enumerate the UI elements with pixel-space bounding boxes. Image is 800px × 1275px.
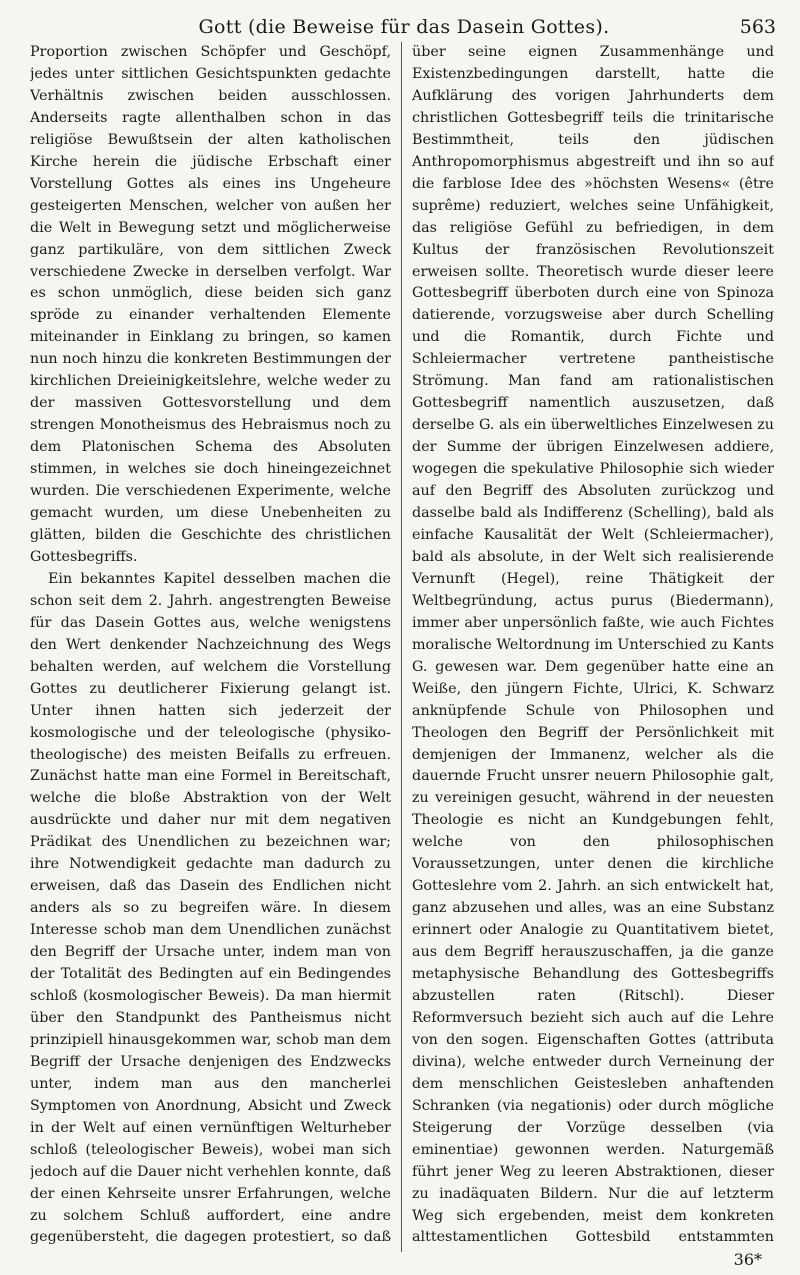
- sheet-signature: 36*: [733, 1250, 762, 1269]
- text-columns: [30, 42, 780, 1252]
- paragraph: Ein bekanntes Kapitel desselben machen die schon seit dem 2. Jahrh. angestrengten Beweise für das Dasein Gottes aus, welche wenigstens den Wert denkender Nachzeichnung des Wegs behalten werden, auf welchem die Vorstellung Gottes zu deutlicherer Fixierung gelangt ist. Unter ihnen hatten sich jederzeit der kosmologische und der teleologische (physiko-theologische) des meisten Beifalls zu erfreuen. Zunächst hatte man eine Formel in Bereitschaft, welche die bloße Abstraktion von der Welt ausdrückte und daher nur mit dem negativen Prädikat des Unendlichen zu bezeichnen war; ihre Notwendigkeit gedachte man dadurch zu erweisen, daß das Dasein des Endlichen nicht anders als so zu begreifen wäre. In diesem Interesse schob man dem Unendlichen zunächst den Begriff der Ursache unter, indem man von der Totalität des Bedingten auf ein Bedingendes schloß (kosmologischer Beweis). Da man hiermit über den Standpunkt des Pantheismus nicht prinzipiell hinausgekommen war, schob man dem Begriff der Ursache denjenigen des Endzwecks unter, indem man aus den mancherlei Symptomen von Anordnung, Absicht und Zweck in der Welt auf einen vernünftigen Welturheber schloß (teleologischer Beweis), wobei man sich jedoch auf die Dauer nicht verhehlen konnte, daß der einen Kehrseite unsrer Erfahrungen, welche zu solchem Schluß auffordert, eine andre gegenübersteht, die dagegen protestiert, so daß: [30, 570, 391, 1246]
- running-title: Gott (die Beweise für das Dasein Gottes).: [198, 16, 610, 38]
- paragraph: über seine eignen Zusammenhänge und Existenzbedingungen darstellt, hatte die Aufklärung des vorigen Jahrhunderts dem christlichen Gottesbegriff teils die trinitarische Bestimmtheit, teils den jüdischen Anthropomorphismus abgestreift und ihn so auf die farblose Idee des »höchsten Wesens« (être suprême) reduziert, welches seine Unfähigkeit, das religiöse Gefühl zu befriedigen, in dem Kultus der französischen Revolutionszeit erweisen sollte. Theoretisch wurde dieser leere Gottesbegriff überboten durch eine von Spinoza datierende, vorzugsweise aber durch Schelling und die Romantik, durch Fichte und Schleiermacher vertretene pantheistische Strömung. Man fand am rationalistischen Gottesbegriff namentlich auszusetzen, daß derselbe G. als ein überweltliches Einzelwesen zu der Summe der übrigen Einzelwesen addiere, wogegen die spekulative Philosophie sich wieder auf den Begriff des Absoluten zurückzog und dasselbe bald als Indifferenz (Schelling), bald als einfache Kausalität der Welt (Schleiermacher), bald als absolute, in der Welt sich realisierende Vernunft (Hegel), reine Thätigkeit der Weltbegründung, actus purus (Biedermann), immer aber unpersönlich faßte, wie auch Fichtes moralische Weltordnung im Unterschied zu Kants G. gewesen war. Dem gegenüber hatte eine an Weiße, den jüngern Fichte, Ulrici, K. Schwarz anknüpfende Schule von Philosophen und Theologen den Begriff der Persönlichkeit mit demjenigen der Immanenz, welcher als die dauernde Frucht unsrer neuern Philosophie galt, zu vereinigen gesucht, während in der neuesten Theologie es nicht an Kundgebungen fehlt, welche von den philosophischen Voraussetzungen, unter denen die kirchliche Gotteslehre vom 2. Jahrh. an sich entwickelt hat, ganz abzusehen und alles, was an eine Substanz erinnert oder Analogie zu Quantitativem bietet, aus dem Begriff herauszuschaffen, ja die ganze metaphysische Behandlung des Gottesbegriffs abzustellen raten (Ritschl). Dieser Reformversuch bezieht sich auch auf die Lehre von den sogen. Eigenschaften Gottes (attributa divina), welche entweder durch Verneinung der dem menschlichen Geistesleben anhaftenden Schranken (via negationis) oder durch mögliche Steigerung der Vorzüge desselben (via eminentiae) gewonnen werden. Naturgemäß führt jener Weg zu leeren Abstraktionen, dieser zu inadäquaten Bildern. Nur die auf letzterm Weg sich ergebenden, meist dem konkreten alttestamentlichen Gottesbild entstammten: [412, 44, 774, 1246]
- left-column: [30, 42, 402, 1252]
- paragraph: Proportion zwischen Schöpfer und Geschöpf, jedes unter sittlichen Gesichtspunkten gedachte Verhältnis zwischen beiden ausschlossen. Anderseits ragte allenthalben schon in das religiöse Bewußtsein der alten katholischen Kirche herein die jüdische Erbschaft einer Vorstellung Gottes als eines ins Ungeheure gesteigerten Menschen, welcher von außen her die Welt in Bewegung setzt und möglicherweise ganz partikuläre, von dem sittlichen Zweck verschiedene Zwecke in derselben verfolgt. War es schon unmöglich, diese beiden sich ganz spröde zu einander verhaltenden Elemente miteinander in Einklang zu bringen, so kamen nun noch hinzu die konkreten Bestimmungen der kirchlichen Dreieinigkeitslehre, welche weder zu der massiven Gottesvorstellung und dem strengen Monotheismus des Hebraismus noch zu dem Platonischen Schema des Absoluten stimmen, in welches sie doch hineingezeichnet wurden. Die verschiedenen Experimente, welche gemacht wurden, um diese Unebenheiten zu glätten, bilden die Geschichte des christlichen Gottesbegriffs.: [30, 44, 391, 565]
- right-column: [402, 42, 774, 1252]
- running-header: [30, 14, 778, 44]
- page-number: 563: [739, 16, 776, 38]
